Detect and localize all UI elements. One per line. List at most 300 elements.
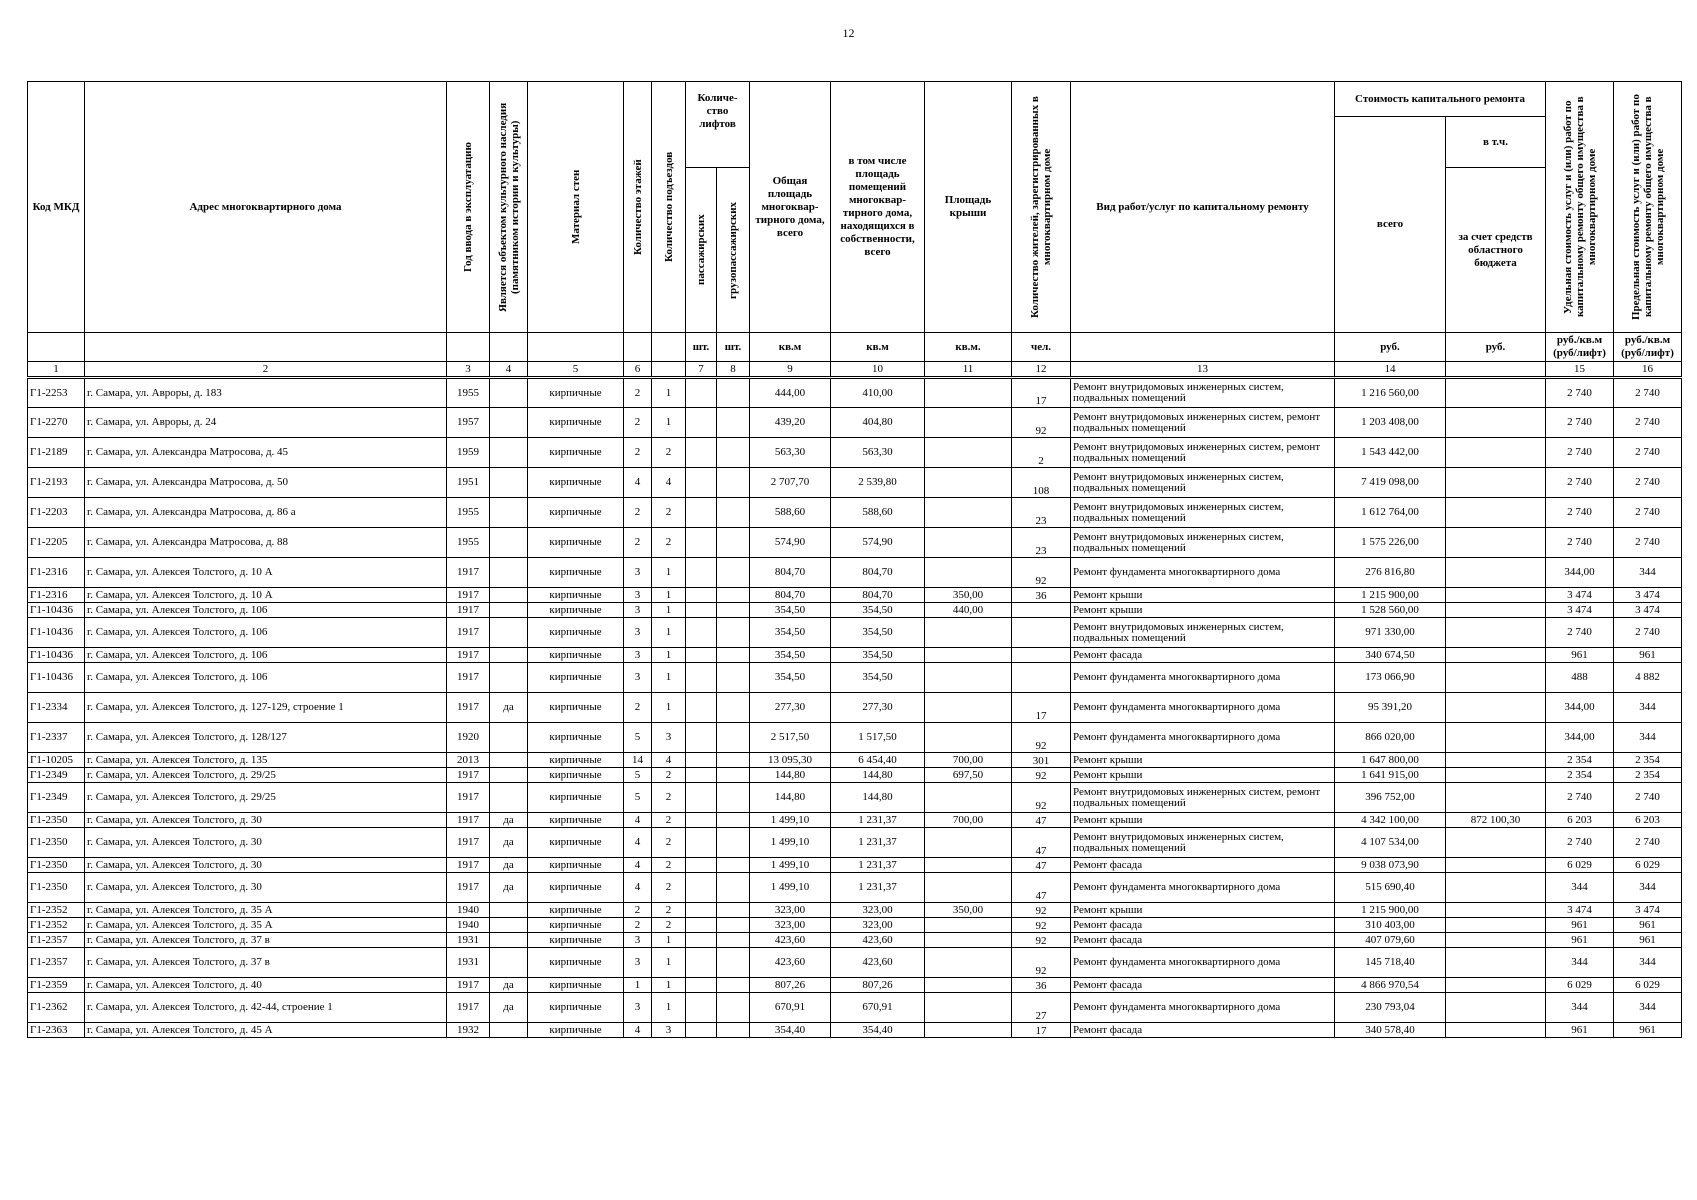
cell-cost-total: 1 647 800,00 (1335, 753, 1446, 768)
cell-total-area: 807,26 (750, 978, 831, 993)
cell-lifts-cargo (717, 588, 750, 603)
cell-code: Г1-2316 (28, 558, 85, 588)
header-cost-incl: в т.ч. (1446, 117, 1546, 168)
cell-roof-area (925, 528, 1012, 558)
cell-heritage: да (490, 993, 528, 1023)
cell-owned-area: 354,50 (831, 648, 925, 663)
table-row (28, 603, 1682, 618)
cell-roof-area (925, 858, 1012, 873)
cell-code: Г1-2350 (28, 873, 85, 903)
cell-address: г. Самара, ул. Алексея Толстого, д. 30 (85, 828, 447, 858)
cell-address: г. Самара, ул. Авроры, д. 183 (85, 378, 447, 408)
cell-lifts-cargo (717, 873, 750, 903)
cell-entrances: 2 (652, 438, 686, 468)
cell-wall: кирпичные (528, 828, 624, 858)
cell-owned-area: 354,50 (831, 663, 925, 693)
cell-address: г. Самара, ул. Алексея Толстого, д. 106 (85, 618, 447, 648)
cell-unit-cost: 2 740 (1546, 378, 1614, 408)
cell-unit-cost: 2 740 (1546, 408, 1614, 438)
cell-cost-regional (1446, 783, 1546, 813)
column-number: 5 (528, 362, 624, 378)
cell-address: г. Самара, ул. Алексея Толстого, д. 10 А (85, 588, 447, 603)
cell-roof-area (925, 438, 1012, 468)
cell-cost-regional (1446, 693, 1546, 723)
cell-address: г. Самара, ул. Алексея Толстого, д. 106 (85, 603, 447, 618)
cell-code: Г1-2316 (28, 588, 85, 603)
table-row (28, 783, 1682, 813)
cell-unit-cost: 6 029 (1546, 858, 1614, 873)
cell-work-type: Ремонт фундамента многоквартирного дома (1071, 558, 1335, 588)
cell-residents: 92 (1012, 933, 1071, 948)
cell-total-area: 563,30 (750, 438, 831, 468)
cell-residents: 92 (1012, 948, 1071, 978)
cell-work-type: Ремонт внутридомовых инженерных систем, ремонт подвальных помещений (1071, 438, 1335, 468)
cell-year: 1959 (447, 438, 490, 468)
cell-year: 1955 (447, 498, 490, 528)
unit-lifts-pass: шт. (686, 333, 717, 362)
cell-unit-cost: 344 (1546, 873, 1614, 903)
cell-work-type: Ремонт фасада (1071, 648, 1335, 663)
cell-max-cost: 2 740 (1614, 408, 1682, 438)
cell-year: 1917 (447, 813, 490, 828)
cell-cost-total: 1 641 915,00 (1335, 768, 1446, 783)
cell-cost-total: 396 752,00 (1335, 783, 1446, 813)
cell-roof-area (925, 378, 1012, 408)
cell-entrances: 2 (652, 918, 686, 933)
cell-entrances: 1 (652, 648, 686, 663)
cell-floors: 2 (624, 528, 652, 558)
cell-roof-area (925, 648, 1012, 663)
cell-unit-cost: 961 (1546, 1023, 1614, 1038)
table-row (28, 378, 1682, 408)
cell-cost-total: 4 342 100,00 (1335, 813, 1446, 828)
cell-total-area: 354,40 (750, 1023, 831, 1038)
cell-heritage (490, 438, 528, 468)
cell-wall: кирпичные (528, 1023, 624, 1038)
cell-heritage (490, 588, 528, 603)
cell-owned-area: 354,50 (831, 603, 925, 618)
table-row (28, 693, 1682, 723)
column-number: 11 (925, 362, 1012, 378)
cell-owned-area: 423,60 (831, 948, 925, 978)
cell-heritage (490, 948, 528, 978)
cell-floors: 2 (624, 378, 652, 408)
cell-year: 1957 (447, 408, 490, 438)
table-row (28, 648, 1682, 663)
cell-work-type: Ремонт внутридомовых инженерных систем, подвальных помещений (1071, 468, 1335, 498)
cell-roof-area (925, 1023, 1012, 1038)
cell-owned-area: 1 231,37 (831, 813, 925, 828)
cell-max-cost: 3 474 (1614, 903, 1682, 918)
cell-code: Г1-2334 (28, 693, 85, 723)
cell-entrances: 1 (652, 408, 686, 438)
cell-lifts-cargo (717, 858, 750, 873)
cell-entrances: 2 (652, 813, 686, 828)
cell-lifts-cargo (717, 693, 750, 723)
cell-lifts-pass (686, 558, 717, 588)
unit-heritage (490, 333, 528, 362)
cell-entrances: 2 (652, 903, 686, 918)
cell-wall: кирпичные (528, 978, 624, 993)
cell-entrances: 4 (652, 468, 686, 498)
cell-code: Г1-2349 (28, 768, 85, 783)
cell-cost-total: 1 216 560,00 (1335, 378, 1446, 408)
cell-lifts-cargo (717, 528, 750, 558)
cell-cost-regional (1446, 408, 1546, 438)
cell-unit-cost: 2 354 (1546, 768, 1614, 783)
cell-cost-regional (1446, 1023, 1546, 1038)
cell-unit-cost: 488 (1546, 663, 1614, 693)
cell-cost-regional (1446, 558, 1546, 588)
cell-heritage (490, 648, 528, 663)
unit-floors (624, 333, 652, 362)
cell-wall: кирпичные (528, 918, 624, 933)
cell-total-area: 2 707,70 (750, 468, 831, 498)
cell-wall: кирпичные (528, 783, 624, 813)
unit-roof-area: кв.м. (925, 333, 1012, 362)
cell-cost-total: 866 020,00 (1335, 723, 1446, 753)
cell-roof-area: 440,00 (925, 603, 1012, 618)
cell-owned-area: 1 231,37 (831, 828, 925, 858)
cell-roof-area (925, 498, 1012, 528)
cell-lifts-pass (686, 1023, 717, 1038)
unit-address (85, 333, 447, 362)
cell-owned-area: 588,60 (831, 498, 925, 528)
cell-cost-total: 230 793,04 (1335, 993, 1446, 1023)
unit-wall (528, 333, 624, 362)
cell-max-cost: 6 203 (1614, 813, 1682, 828)
unit-code (28, 333, 85, 362)
cell-max-cost: 344 (1614, 948, 1682, 978)
cell-unit-cost: 2 740 (1546, 498, 1614, 528)
cell-owned-area: 804,70 (831, 588, 925, 603)
cell-cost-regional (1446, 648, 1546, 663)
cell-residents (1012, 648, 1071, 663)
cell-wall: кирпичные (528, 438, 624, 468)
header-owned-area: в том числе площадь помещений многоквар- тирного дома, находящихся в собственности, всего (831, 82, 925, 333)
cell-floors: 5 (624, 768, 652, 783)
cell-year: 1917 (447, 783, 490, 813)
cell-wall: кирпичные (528, 603, 624, 618)
column-number: 13 (1071, 362, 1335, 378)
cell-owned-area: 277,30 (831, 693, 925, 723)
cell-wall: кирпичные (528, 528, 624, 558)
cell-heritage (490, 753, 528, 768)
cell-heritage (490, 408, 528, 438)
cell-heritage (490, 558, 528, 588)
cell-lifts-pass (686, 468, 717, 498)
cell-wall: кирпичные (528, 873, 624, 903)
cell-cost-regional (1446, 918, 1546, 933)
cell-owned-area: 1 517,50 (831, 723, 925, 753)
cell-heritage (490, 663, 528, 693)
cell-lifts-pass (686, 753, 717, 768)
cell-lifts-cargo (717, 618, 750, 648)
cell-owned-area: 670,91 (831, 993, 925, 1023)
cell-cost-total: 9 038 073,90 (1335, 858, 1446, 873)
table-row (28, 723, 1682, 753)
cell-year: 1932 (447, 1023, 490, 1038)
cell-wall: кирпичные (528, 903, 624, 918)
cell-entrances: 1 (652, 693, 686, 723)
cell-lifts-cargo (717, 783, 750, 813)
cell-entrances: 1 (652, 933, 686, 948)
header-code: Код МКД (28, 82, 85, 333)
cell-residents: 23 (1012, 528, 1071, 558)
cell-cost-regional (1446, 588, 1546, 603)
cell-cost-regional (1446, 753, 1546, 768)
cell-heritage (490, 498, 528, 528)
cell-lifts-cargo (717, 903, 750, 918)
cell-heritage (490, 768, 528, 783)
cell-max-cost: 961 (1614, 918, 1682, 933)
cell-unit-cost: 961 (1546, 933, 1614, 948)
cell-address: г. Самара, ул. Алексея Толстого, д. 135 (85, 753, 447, 768)
cell-owned-area: 410,00 (831, 378, 925, 408)
cell-code: Г1-2270 (28, 408, 85, 438)
cell-address: г. Самара, ул. Алексея Толстого, д. 30 (85, 873, 447, 903)
cell-cost-regional (1446, 468, 1546, 498)
cell-floors: 4 (624, 873, 652, 903)
cell-heritage: да (490, 828, 528, 858)
cell-lifts-pass (686, 978, 717, 993)
cell-cost-regional (1446, 528, 1546, 558)
cell-floors: 3 (624, 948, 652, 978)
cell-total-area: 1 499,10 (750, 873, 831, 903)
cell-lifts-pass (686, 618, 717, 648)
cell-residents: 23 (1012, 498, 1071, 528)
capital-repair-table (27, 81, 1682, 1038)
cell-cost-regional (1446, 903, 1546, 918)
cell-total-area: 588,60 (750, 498, 831, 528)
cell-owned-area: 6 454,40 (831, 753, 925, 768)
table-row (28, 858, 1682, 873)
cell-cost-total: 971 330,00 (1335, 618, 1446, 648)
cell-roof-area (925, 723, 1012, 753)
cell-owned-area: 574,90 (831, 528, 925, 558)
header-floors: Количество этажей (624, 82, 652, 333)
cell-work-type: Ремонт крыши (1071, 768, 1335, 783)
cell-owned-area: 323,00 (831, 903, 925, 918)
cell-roof-area: 700,00 (925, 813, 1012, 828)
cell-work-type: Ремонт внутридомовых инженерных систем, подвальных помещений (1071, 378, 1335, 408)
cell-cost-regional (1446, 858, 1546, 873)
cell-heritage (490, 378, 528, 408)
cell-total-area: 804,70 (750, 558, 831, 588)
cell-max-cost: 3 474 (1614, 603, 1682, 618)
cell-total-area: 1 499,10 (750, 858, 831, 873)
cell-year: 1917 (447, 828, 490, 858)
cell-floors: 2 (624, 693, 652, 723)
cell-heritage (490, 468, 528, 498)
cell-entrances: 1 (652, 978, 686, 993)
cell-roof-area (925, 783, 1012, 813)
cell-work-type: Ремонт внутридомовых инженерных систем, подвальных помещений (1071, 528, 1335, 558)
cell-work-type: Ремонт фундамента многоквартирного дома (1071, 993, 1335, 1023)
unit-total-area: кв.м (750, 333, 831, 362)
cell-cost-total: 1 575 226,00 (1335, 528, 1446, 558)
header-entrances: Количество подъездов (652, 82, 686, 333)
cell-year: 1917 (447, 663, 490, 693)
cell-entrances: 1 (652, 588, 686, 603)
table-row (28, 468, 1682, 498)
cell-floors: 3 (624, 618, 652, 648)
cell-year: 1955 (447, 528, 490, 558)
cell-lifts-cargo (717, 828, 750, 858)
cell-cost-regional (1446, 948, 1546, 978)
cell-total-area: 354,50 (750, 663, 831, 693)
unit-work-type (1071, 333, 1335, 362)
cell-floors: 4 (624, 813, 652, 828)
cell-entrances: 2 (652, 768, 686, 783)
cell-unit-cost: 6 029 (1546, 978, 1614, 993)
cell-entrances: 2 (652, 528, 686, 558)
cell-work-type: Ремонт внутридомовых инженерных систем, ремонт подвальных помещений (1071, 408, 1335, 438)
cell-heritage (490, 618, 528, 648)
cell-unit-cost: 344 (1546, 948, 1614, 978)
cell-max-cost: 2 354 (1614, 753, 1682, 768)
cell-cost-regional (1446, 768, 1546, 783)
column-number: 16 (1614, 362, 1682, 378)
cell-heritage (490, 528, 528, 558)
cell-code: Г1-2357 (28, 948, 85, 978)
column-number: 9 (750, 362, 831, 378)
cell-wall: кирпичные (528, 618, 624, 648)
cell-floors: 4 (624, 1023, 652, 1038)
cell-max-cost: 2 740 (1614, 618, 1682, 648)
cell-lifts-cargo (717, 1023, 750, 1038)
cell-owned-area: 1 231,37 (831, 858, 925, 873)
column-number: 15 (1546, 362, 1614, 378)
cell-owned-area: 144,80 (831, 768, 925, 783)
header-address: Адрес многоквартирного дома (85, 82, 447, 333)
cell-residents: 17 (1012, 693, 1071, 723)
cell-heritage (490, 1023, 528, 1038)
cell-heritage: да (490, 693, 528, 723)
cell-roof-area (925, 558, 1012, 588)
column-number (652, 362, 686, 378)
cell-work-type: Ремонт крыши (1071, 603, 1335, 618)
cell-heritage (490, 903, 528, 918)
cell-cost-regional (1446, 618, 1546, 648)
cell-code: Г1-10436 (28, 603, 85, 618)
cell-address: г. Самара, ул. Алексея Толстого, д. 35 А (85, 918, 447, 933)
cell-lifts-cargo (717, 438, 750, 468)
column-number: 12 (1012, 362, 1071, 378)
header-lifts-pass: пассажирских (686, 168, 717, 333)
cell-code: Г1-2253 (28, 378, 85, 408)
cell-year: 1917 (447, 588, 490, 603)
cell-cost-total: 1 543 442,00 (1335, 438, 1446, 468)
cell-total-area: 423,60 (750, 948, 831, 978)
cell-roof-area (925, 468, 1012, 498)
cell-max-cost: 2 740 (1614, 378, 1682, 408)
cell-entrances: 1 (652, 603, 686, 618)
cell-lifts-pass (686, 603, 717, 618)
cell-lifts-cargo (717, 768, 750, 783)
cell-lifts-cargo (717, 813, 750, 828)
cell-max-cost: 6 029 (1614, 978, 1682, 993)
cell-wall: кирпичные (528, 813, 624, 828)
cell-code: Г1-10436 (28, 663, 85, 693)
cell-cost-total: 4 107 534,00 (1335, 828, 1446, 858)
cell-address: г. Самара, ул. Алексея Толстого, д. 128/127 (85, 723, 447, 753)
cell-address: г. Самара, ул. Алексея Толстого, д. 35 А (85, 903, 447, 918)
cell-address: г. Самара, ул. Алексея Толстого, д. 30 (85, 858, 447, 873)
table-row (28, 498, 1682, 528)
cell-owned-area: 807,26 (831, 978, 925, 993)
cell-heritage (490, 933, 528, 948)
cell-lifts-cargo (717, 663, 750, 693)
cell-code: Г1-2359 (28, 978, 85, 993)
cell-cost-regional (1446, 378, 1546, 408)
cell-code: Г1-2352 (28, 918, 85, 933)
cell-cost-total: 95 391,20 (1335, 693, 1446, 723)
cell-cost-total: 1 203 408,00 (1335, 408, 1446, 438)
cell-cost-total: 1 215 900,00 (1335, 588, 1446, 603)
cell-unit-cost: 2 740 (1546, 438, 1614, 468)
cell-unit-cost: 6 203 (1546, 813, 1614, 828)
cell-wall: кирпичные (528, 858, 624, 873)
cell-floors: 3 (624, 588, 652, 603)
unit-max-cost: руб./кв.м (руб/лифт) (1614, 333, 1682, 362)
cell-unit-cost: 344,00 (1546, 693, 1614, 723)
column-number: 3 (447, 362, 490, 378)
cell-total-area: 277,30 (750, 693, 831, 723)
cell-year: 1920 (447, 723, 490, 753)
cell-residents: 92 (1012, 903, 1071, 918)
cell-lifts-pass (686, 438, 717, 468)
cell-address: г. Самара, ул. Александра Матросова, д. 45 (85, 438, 447, 468)
cell-roof-area (925, 828, 1012, 858)
cell-floors: 5 (624, 783, 652, 813)
table-row (28, 993, 1682, 1023)
cell-code: Г1-10436 (28, 618, 85, 648)
cell-cost-regional (1446, 933, 1546, 948)
cell-total-area: 354,50 (750, 618, 831, 648)
cell-year: 1940 (447, 918, 490, 933)
cell-cost-regional (1446, 438, 1546, 468)
cell-max-cost: 2 740 (1614, 438, 1682, 468)
cell-cost-regional (1446, 723, 1546, 753)
cell-unit-cost: 3 474 (1546, 903, 1614, 918)
cell-lifts-cargo (717, 603, 750, 618)
cell-heritage (490, 723, 528, 753)
cell-code: Г1-2193 (28, 468, 85, 498)
table-row (28, 663, 1682, 693)
cell-lifts-cargo (717, 918, 750, 933)
cell-lifts-pass (686, 768, 717, 783)
cell-work-type: Ремонт фундамента многоквартирного дома (1071, 873, 1335, 903)
cell-year: 1917 (447, 768, 490, 783)
cell-unit-cost: 2 740 (1546, 783, 1614, 813)
cell-total-area: 423,60 (750, 933, 831, 948)
cell-lifts-pass (686, 783, 717, 813)
cell-entrances: 1 (652, 378, 686, 408)
cell-work-type: Ремонт фасада (1071, 933, 1335, 948)
cell-wall: кирпичные (528, 588, 624, 603)
cell-roof-area (925, 948, 1012, 978)
cell-floors: 2 (624, 903, 652, 918)
cell-wall: кирпичные (528, 753, 624, 768)
unit-entrances (652, 333, 686, 362)
cell-wall: кирпичные (528, 933, 624, 948)
cell-address: г. Самара, ул. Александра Матросова, д. 88 (85, 528, 447, 558)
cell-owned-area: 354,40 (831, 1023, 925, 1038)
table-row (28, 813, 1682, 828)
page-number: 12 (842, 26, 855, 40)
cell-roof-area (925, 663, 1012, 693)
